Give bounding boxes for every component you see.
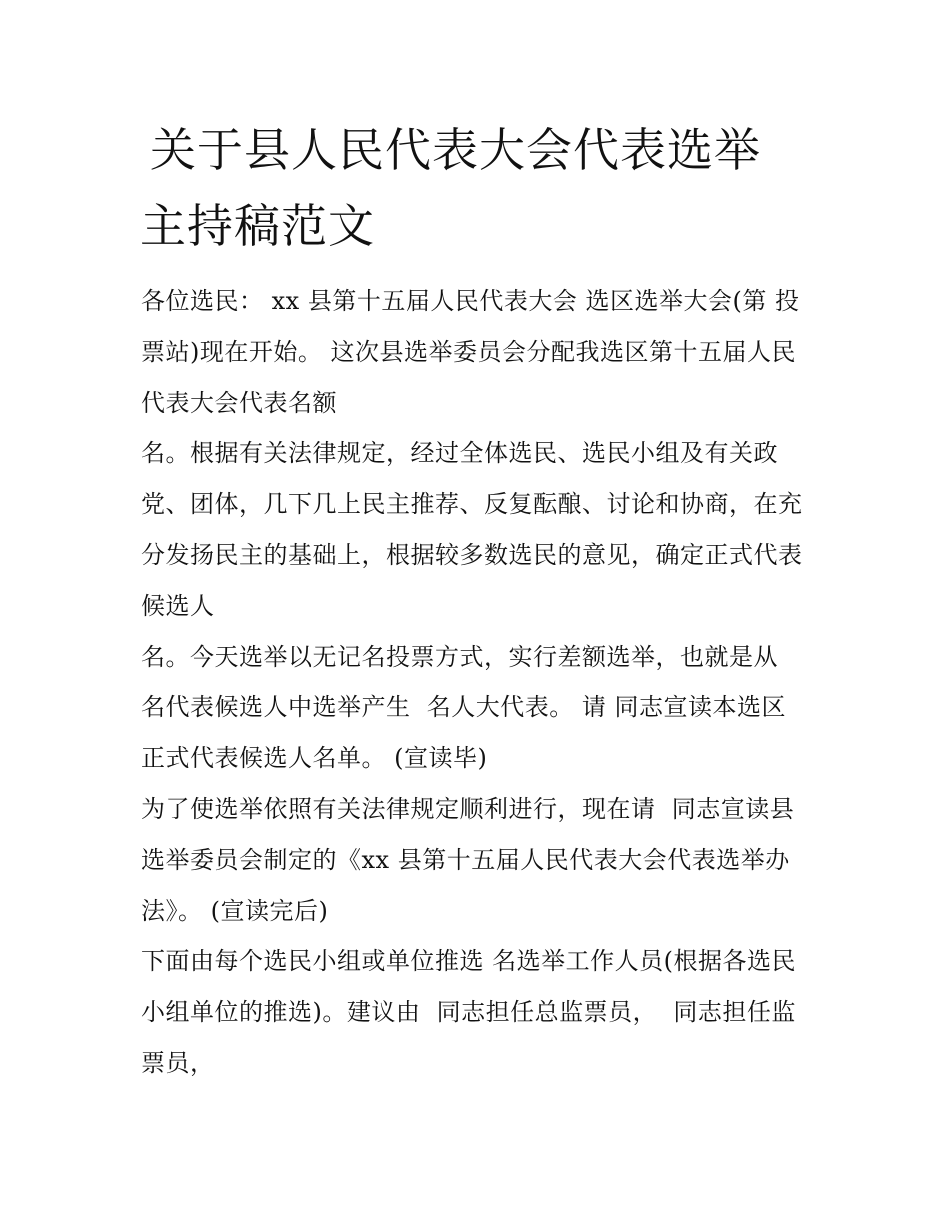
body-line: 候选人 [141,591,215,620]
title-line-1: 关于县人民代表大会代表选举 [150,123,761,177]
document-title [140,112,820,264]
body-line: 名。今天选举以无记名投票方式，实行差额选举，也就是从 [141,642,778,671]
body-line: 为了使选举依照有关法律规定顺利进行，现在请 同志宣读县 [141,794,795,823]
body-line: 票员， [141,1048,215,1077]
body-line: 党、团体，几下几上民主推荐、反复酝酿、讨论和协商，在充 [141,490,803,519]
body-line: 小组单位的推选)。建议由 同志担任总监票员， 同志担任监 [141,998,796,1027]
body-line: 名。根据有关法律规定，经过全体选民、选民小组及有关政 [141,439,778,468]
body-line: 各位选民： xx 县第十五届人民代表大会 选区选举大会(第 投 [141,287,800,315]
body-line: 正式代表候选人名单。 (宣读毕) [141,744,488,773]
body-line: 代表大会代表名额 [141,388,337,417]
body-line: 法》。 (宣读完后) [141,896,329,925]
body-line: 分发扬民主的基础上，根据较多数选民的意见，确定正式代表 [141,540,803,569]
title-line-2: 主持稿范文 [140,199,375,253]
body-line: 票站)现在开始。 这次县选举委员会分配我选区第十五届人民 [141,337,796,366]
body-line: 下面由每个选民小组或单位推选 名选举工作人员(根据各选民 [141,947,796,976]
body-line: 选举委员会制定的《xx 县第十五届人民代表大会代表选举办 [141,845,790,874]
document-body [141,276,831,1089]
body-line: 名代表候选人中选举产生 名人大代表。 请 同志宣读本选区 [141,693,787,722]
